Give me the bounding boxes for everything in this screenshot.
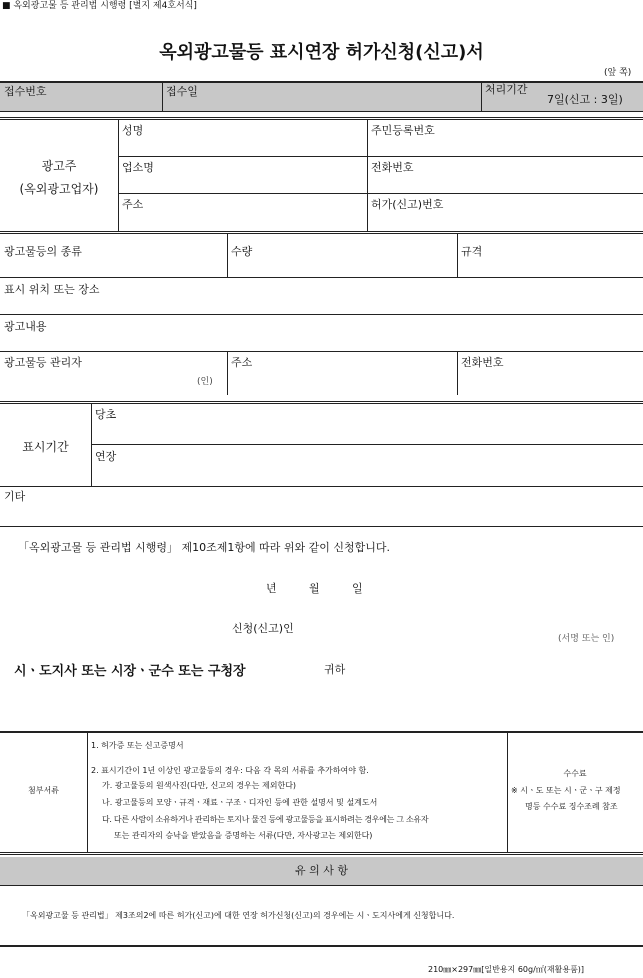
signature-note: (서명 또는 인) — [558, 634, 615, 644]
divider — [367, 119, 368, 231]
phone-label: 전화번호 — [371, 161, 414, 174]
manager-address-label: 주소 — [231, 356, 253, 369]
address-label: 주소 — [122, 198, 144, 211]
applicant-label: 신청(신고)인 — [232, 622, 294, 635]
row-divider — [0, 526, 643, 527]
section-border — [0, 852, 643, 855]
advertiser-label: 광고주 — [41, 159, 77, 173]
location-label: 표시 위치 또는 장소 — [4, 283, 100, 296]
quantity-label: 수량 — [231, 245, 253, 258]
etc-label: 기타 — [4, 490, 26, 503]
date-year: 년 — [266, 582, 277, 595]
row-divider — [91, 444, 643, 445]
receipt-no-label: 접수번호 — [4, 85, 47, 98]
recipient-suffix: 귀하 — [324, 663, 346, 676]
notes-text: 「옥외광고물 등 관리법」 제3조의2에 따른 허가(신고)에 대한 연장 허가신청(신고)의 경우에는 시ㆍ도지사에게 신청합니다. — [22, 911, 455, 920]
fee-text: ※ 시ㆍ도 또는 시ㆍ군ㆍ구 제정 — [511, 786, 621, 795]
section-border — [0, 401, 643, 404]
manager-phone-label: 전화번호 — [461, 356, 504, 369]
section-border — [0, 231, 643, 234]
period-original-label: 당초 — [95, 408, 117, 421]
row-divider — [0, 486, 643, 487]
page-title: 옥외광고물등 표시연장 허가신청(신고)서 — [159, 42, 484, 63]
divider — [481, 81, 482, 111]
business-name-label: 업소명 — [122, 161, 154, 174]
divider — [227, 233, 228, 277]
recipient: 시ㆍ도지사 또는 시장ㆍ군수 또는 구청장 — [14, 664, 246, 679]
notes-title: 유 의 사 항 — [295, 864, 348, 877]
processing-period-value: 7일(신고 : 3일) — [547, 93, 623, 106]
resident-no-label: 주민등록번호 — [371, 124, 435, 137]
row-divider — [0, 351, 643, 352]
page-side: (앞 쪽) — [604, 68, 632, 78]
section-border — [0, 731, 643, 733]
row-divider — [118, 156, 643, 157]
section-border — [0, 117, 643, 120]
header-bottom-border — [0, 111, 643, 112]
paper-spec: 210㎜×297㎜[일반용지 60g/㎡(재활용품)] — [428, 965, 585, 974]
period-label: 표시기간 — [22, 440, 69, 454]
period-extension-label: 연장 — [95, 450, 117, 463]
advertiser-sublabel: (옥외광고업자) — [19, 182, 99, 196]
attachment-item: 다. 다른 사람이 소유하거나 관리하는 토지나 물건 등에 광고물등을 표시하려는 경우에는 그 소유자 — [102, 815, 429, 824]
divider — [87, 733, 88, 852]
divider — [227, 351, 228, 395]
divider — [118, 119, 119, 231]
fee-text: 명등 수수료 징수조례 참조 — [525, 802, 618, 811]
ad-type-label: 광고물등의 종류 — [4, 245, 82, 258]
row-divider — [0, 277, 643, 278]
divider — [457, 233, 458, 277]
receipt-date-label: 접수일 — [166, 85, 198, 98]
declaration-text: 「옥외광고물 등 관리법 시행령」 제10조제1항에 따라 위와 같이 신청합니다. — [18, 541, 390, 554]
processing-period-label: 처리기간 — [485, 83, 528, 96]
form-tag: ■ 옥외광고물 등 관리법 시행령 [별지 제4호서식] — [2, 1, 197, 11]
section-border — [0, 945, 643, 947]
divider — [162, 81, 163, 111]
attachment-item: 1. 허가증 또는 신고증명서 — [91, 741, 184, 750]
divider — [457, 351, 458, 395]
date-day: 일 — [352, 582, 363, 595]
attachment-item: 2. 표시기간이 1년 이상인 광고물등의 경우: 다음 각 목의 서류를 추가하여야 함. — [91, 766, 369, 775]
manager-label: 광고물등 관리자 — [4, 356, 82, 369]
attachment-item: 또는 관리자의 승낙을 받았음을 증명하는 서류(다만, 자사광고는 제외한다) — [114, 831, 373, 840]
spec-label: 규격 — [461, 245, 483, 258]
attachment-item: 가. 광고물등의 원색사진(다만, 신고의 경우는 제외한다) — [102, 781, 297, 790]
header-top-border — [0, 81, 643, 83]
fee-label: 수수료 — [563, 769, 587, 778]
permit-no-label: 허가(신고)번호 — [371, 198, 444, 211]
content-label: 광고내용 — [4, 320, 47, 333]
attachment-item: 나. 광고물등의 모양ㆍ규격ㆍ재료ㆍ구조ㆍ디자인 등에 관한 설명서 및 설계도서 — [102, 798, 378, 807]
row-divider — [118, 193, 643, 194]
seal-mark: (인) — [197, 377, 213, 387]
divider — [507, 733, 508, 852]
date-month: 월 — [309, 582, 320, 595]
row-divider — [0, 885, 643, 886]
row-divider — [0, 314, 643, 315]
name-label: 성명 — [122, 124, 144, 137]
attachments-label: 첨부서류 — [28, 786, 59, 795]
